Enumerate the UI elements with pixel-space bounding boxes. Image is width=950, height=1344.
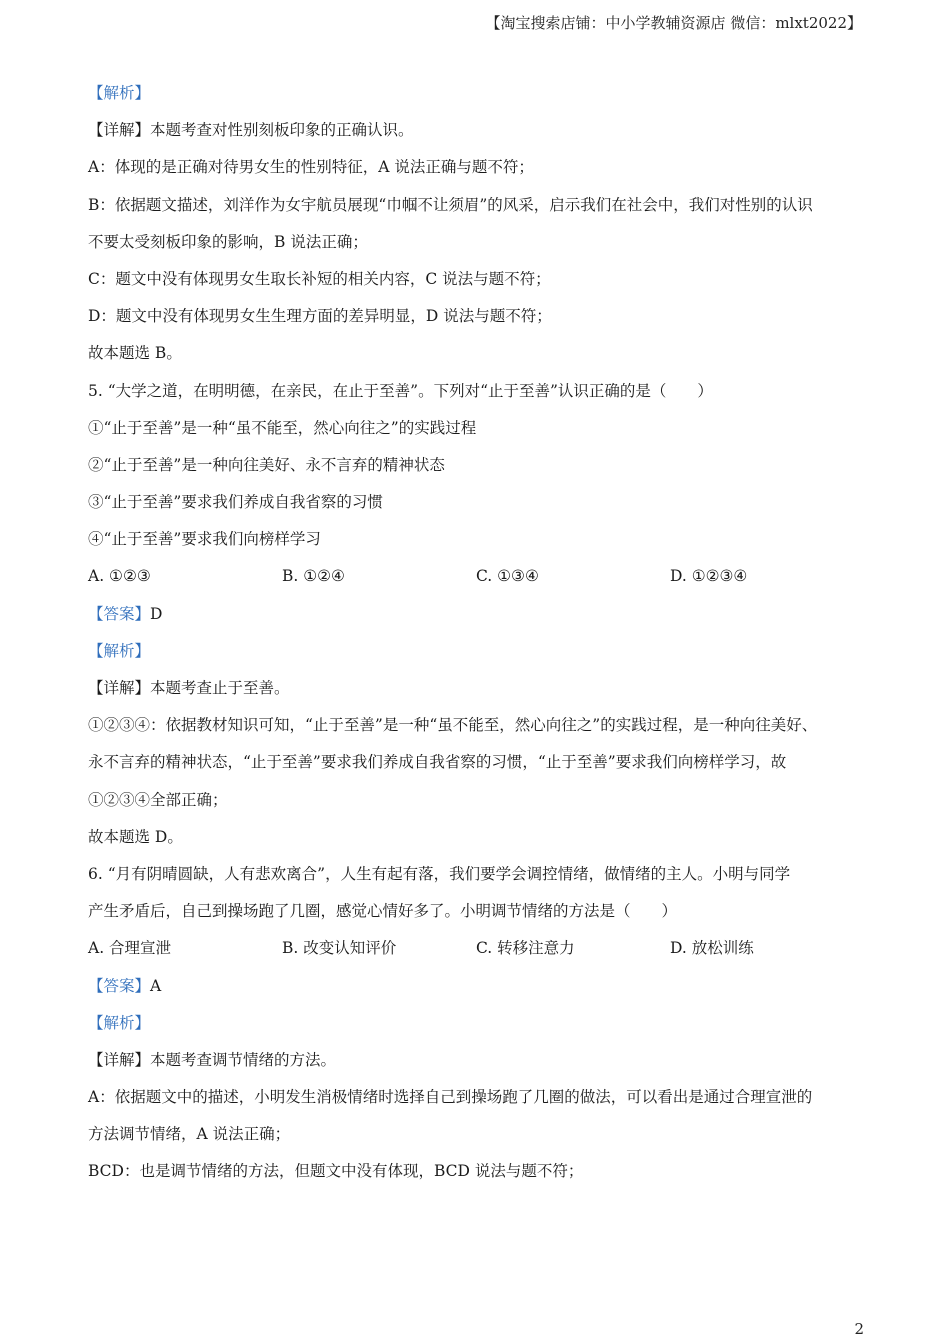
conclusion-line: 故本题选 B。 — [88, 344, 182, 363]
explanation-line: D：题文中没有体现男女生生理方面的差异明显，D 说法与题不符； — [88, 307, 552, 326]
detail-line — [88, 1042, 868, 1079]
analysis-tag: 【解析】 — [88, 1013, 151, 1032]
page-number: 2 — [854, 1320, 864, 1338]
explanation-line: 方法调节情绪，A 说法正确； — [88, 1125, 291, 1144]
detail-tag: 【详解】 — [88, 121, 151, 140]
analysis-heading — [88, 633, 868, 670]
explanation-line: BCD：也是调节情绪的方法，但题文中没有体现，BCD 说法与题不符； — [88, 1162, 584, 1181]
question-6-stem: 6. “月有阴晴圆缺，人有悲欢离合”，人生有起有落，我们要学会调控情绪，做情绪的主人。小明与同学 — [88, 864, 791, 883]
explanation-line: C：题文中没有体现男女生取长补短的相关内容，C 说法与题不符； — [88, 269, 551, 288]
explanation-line: A：依据题文中的描述，小明发生消极情绪时选择自己到操场跑了几圈的做法，可以看出是通过合理宣泄的 — [88, 1088, 813, 1107]
explanation-line: B：依据题文描述，刘洋作为女宇航员展现“巾帼不让须眉”的风采，启示我们在社会中，我们对性别的认识 — [88, 195, 813, 214]
answer-tag: 【答案】 — [88, 976, 151, 995]
answer-tag: 【答案】 — [88, 604, 151, 623]
detail-text: 本题考查调节情绪的方法。 — [150, 1050, 337, 1069]
detail-tag: 【详解】 — [88, 1050, 151, 1069]
answer-value: A — [150, 976, 162, 995]
question-6-options — [88, 930, 868, 967]
explanation-line: ①②③④：依据教材知识可知，“止于至善”是一种“虽不能至，然心向往之”的实践过程，是一种向往美好、 — [88, 716, 818, 735]
analysis-heading — [88, 1005, 868, 1042]
question-5-stem: 5. “大学之道，在明明德，在亲民，在止于至善”。下列对“止于至善”认识正确的是（ ） — [88, 381, 713, 400]
analysis-heading — [88, 75, 868, 112]
explanation-line: ①②③④全部正确； — [88, 790, 228, 809]
question-5-options — [88, 558, 868, 595]
explanation-line: A：体现的是正确对待男女生的性别特征，A 说法正确与题不符； — [88, 158, 534, 177]
answer-line — [88, 596, 868, 633]
option-b: B. 改变认知评价 — [282, 939, 397, 958]
explanation-line: 不要太受刻板印象的影响，B 说法正确； — [88, 232, 368, 251]
answer-line — [88, 968, 868, 1005]
answer-value: D — [150, 604, 163, 623]
question-5-item: ①“止于至善”是一种“虽不能至，然心向往之”的实践过程 — [88, 418, 477, 437]
page-header: 【淘宝搜索店铺：中小学教辅资源店 微信：mlxt2022】 — [485, 14, 862, 32]
analysis-tag: 【解析】 — [88, 641, 151, 660]
conclusion-line: 故本题选 D。 — [88, 827, 183, 846]
question-5-item: ④“止于至善”要求我们向榜样学习 — [88, 530, 321, 549]
analysis-tag: 【解析】 — [88, 84, 151, 102]
option-d: D. 放松训练 — [670, 939, 754, 958]
option-b: B. ①②④ — [282, 567, 345, 586]
detail-line — [88, 112, 868, 149]
option-c: C. ①③④ — [476, 567, 539, 586]
detail-text: 本题考查止于至善。 — [150, 679, 290, 697]
option-a: A. 合理宣泄 — [88, 939, 172, 958]
detail-line — [88, 670, 868, 707]
option-d: D. ①②③④ — [670, 567, 748, 586]
detail-text: 本题考查对性别刻板印象的正确认识。 — [150, 121, 414, 140]
question-5-item: ③“止于至善”要求我们养成自我省察的习惯 — [88, 493, 383, 512]
explanation-line: 永不言弃的精神状态，“止于至善”要求我们养成自我省察的习惯，“止于至善”要求我们向榜样学习，故 — [88, 753, 787, 772]
document-body — [88, 75, 868, 1191]
question-6-stem: 产生矛盾后，自己到操场跑了几圈，感觉心情好多了。小明调节情绪的方法是（ ） — [88, 902, 678, 921]
question-5-item: ②“止于至善”是一种向往美好、永不言弃的精神状态 — [88, 455, 445, 474]
option-c: C. 转移注意力 — [476, 939, 575, 958]
detail-tag: 【详解】 — [88, 679, 151, 697]
option-a: A. ①②③ — [88, 567, 151, 586]
